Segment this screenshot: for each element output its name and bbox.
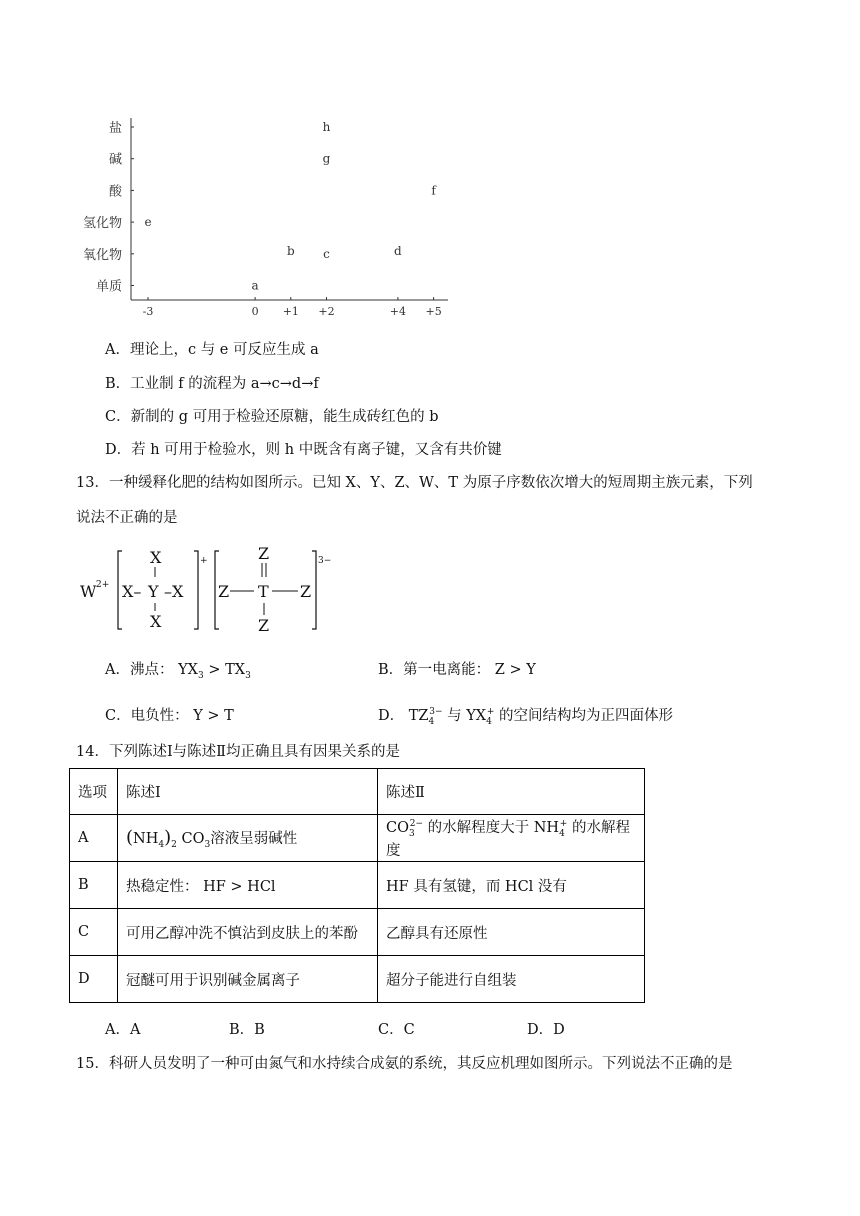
q12-option-a: A．理论上，c 与 e 可反应生成 a — [105, 342, 319, 358]
point-d: d — [394, 243, 402, 258]
q13-stem-line1: 13．一种缓释化肥的结构如图所示。已知 X、Y、Z、W、T 为原子序数依次增大的短周期主族元素，下列 — [76, 475, 753, 491]
point-c: c — [323, 246, 330, 261]
table-row — [70, 956, 645, 1003]
svg-text:3−: 3− — [318, 556, 332, 566]
row-statement-2: $CO_3^{2-}$ 的水解程度大于 $NH_4^+$ 的水解程度 — [378, 815, 645, 862]
point-f: f — [431, 183, 436, 198]
point-a: a — [251, 278, 259, 293]
q14-choice-d: D．D — [527, 1022, 565, 1038]
q12-option-c: C．新制的 g 可用于检验还原糖，能生成砖红色的 b — [105, 409, 439, 425]
row-statement-1: 冠醚可用于识别碱金属离子 — [118, 956, 378, 1003]
q14-stem: 14．下列陈述Ⅰ与陈述Ⅱ均正确且具有因果关系的是 — [76, 744, 401, 760]
table-row — [70, 815, 645, 862]
z-left: Z — [218, 582, 230, 601]
y-category-label: 酸 — [108, 184, 122, 200]
z-top: Z — [258, 545, 270, 563]
q13-option-c: C．电负性： Y > T — [105, 708, 234, 724]
chart-svg — [70, 110, 470, 325]
x-tick-label: -3 — [142, 305, 154, 318]
row-statement-1: 热稳定性： HF > HCl — [118, 862, 378, 909]
fertilizer-structure — [80, 545, 340, 635]
y-category-label: 氢化物 — [82, 216, 122, 232]
row-statement-2: 乙醇具有还原性 — [378, 909, 645, 956]
q14-choice-a: A．A — [105, 1022, 141, 1038]
x-tick-label: +1 — [282, 305, 299, 318]
valence-class-chart — [70, 110, 470, 325]
x-right: –X — [164, 582, 184, 601]
header-statement-2: 陈述Ⅱ — [378, 769, 645, 815]
q12-option-b: B．工业制 f 的流程为 a→c→d→f — [105, 376, 319, 392]
q15-stem: 15．科研人员发明了一种可由氮气和水持续合成氨的系统，其反应机理如图所示。下列说法不正确的是 — [76, 1056, 733, 1072]
header-statement-1: 陈述Ⅰ — [118, 769, 378, 815]
point-h: h — [322, 120, 331, 134]
x-bottom: X — [150, 612, 162, 631]
y-category-label: 氧化物 — [82, 247, 122, 263]
q14-table — [69, 768, 645, 1003]
q14-choice-c: C．C — [378, 1022, 415, 1038]
q13-option-b: B．第一电离能： Z > Y — [378, 662, 536, 678]
y-center: Y — [148, 582, 159, 601]
y-category-label: 单质 — [95, 279, 122, 295]
x-tick-label: +2 — [318, 305, 335, 318]
header-option: 选项 — [70, 769, 118, 815]
svg-text:2+: 2+ — [96, 580, 110, 590]
row-option: A — [70, 815, 118, 862]
x-top: X — [150, 548, 162, 567]
table-row — [70, 862, 645, 909]
z-right: Z — [300, 582, 312, 601]
point-e: e — [144, 215, 152, 230]
x-tick-label: 0 — [251, 305, 259, 318]
q13-stem-line2: 说法不正确的是 — [76, 510, 178, 526]
t-center: T — [258, 582, 269, 601]
q14-choice-b: B．B — [229, 1022, 265, 1038]
table-header-row — [70, 769, 645, 815]
w-cation: W — [80, 582, 97, 601]
row-option: B — [70, 862, 118, 909]
x-left: X– — [122, 582, 142, 601]
row-option: C — [70, 909, 118, 956]
table-row — [70, 909, 645, 956]
q13-option-a: A．沸点： $YX_3 > TX_3$ — [105, 662, 251, 681]
row-statement-2: HF 具有氢键，而 HCl 没有 — [378, 862, 645, 909]
z-bottom: Z — [258, 616, 270, 635]
q12-option-d: D．若 h 可用于检验水，则 h 中既含有离子键，又含有共价键 — [105, 442, 502, 458]
x-tick-label: +5 — [425, 305, 442, 318]
point-b: b — [286, 243, 295, 258]
y-category-label: 盐 — [108, 121, 122, 136]
x-tick-label: +4 — [389, 305, 407, 318]
y-category-label: 碱 — [108, 152, 122, 168]
row-statement-1: $(NH_4)_2$ $CO_3$溶液呈弱碱性 — [118, 815, 378, 862]
q13-option-d: D． $TZ_4^{3-}$ 与 $YX_4^+$ 的空间结构均为正四面体形 — [378, 707, 674, 727]
point-g: g — [322, 151, 331, 166]
svg-text:+: + — [200, 556, 208, 566]
row-option: D — [70, 956, 118, 1003]
row-statement-1: 可用乙醇冲洗不慎沾到皮肤上的苯酚 — [118, 909, 378, 956]
row-statement-2: 超分子能进行自组装 — [378, 956, 645, 1003]
